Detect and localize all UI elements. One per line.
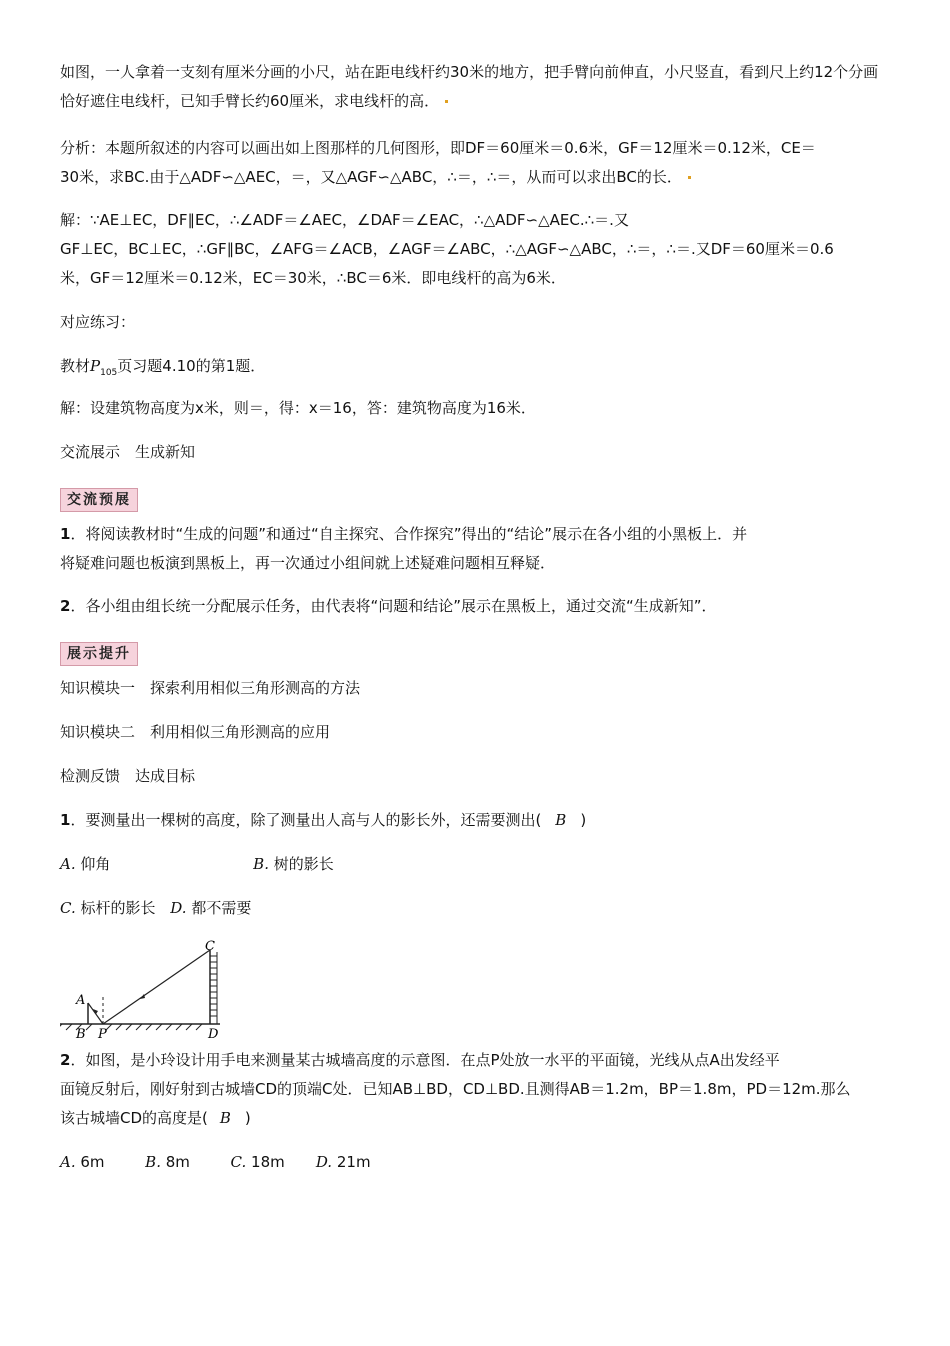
- ref-prefix: 教材: [60, 357, 91, 375]
- option-d-text: 21m: [336, 1153, 371, 1171]
- question-2-close: ): [244, 1109, 251, 1127]
- ref-suffix: 页习题4.10的第1题．: [117, 357, 266, 375]
- exchange-heading-text: 交流展示 生成新知: [60, 443, 196, 461]
- solution-line-3: 米，GF＝12厘米＝0.12米，EC＝30米，∴BC＝6米．即电线杆的高为6米．: [60, 269, 566, 287]
- question-1-options-row-2: [60, 894, 895, 923]
- practice-answer-text: 解：设建筑物高度为x米，则＝，得：x＝16，答：建筑物高度为16米．: [60, 399, 536, 417]
- option-a-letter: A.: [60, 855, 76, 873]
- analysis-line-2: 30米，求BC.由于△ADF∽△AEC，＝，又△AGF∽△ABC，∴＝，∴＝，从而可以求出BC的长．: [60, 168, 682, 186]
- option-d-letter: D.: [315, 1153, 333, 1171]
- exchange-item-1-line-1: ．将阅读教材时“生成的问题”和通过“自主探究、合作探究”得出的“结论”展示在各小组的小黑板上．并: [70, 525, 748, 543]
- mark-dot: [445, 100, 448, 103]
- mirror-measurement-figure: [60, 940, 230, 1040]
- option-c-text: 标杆的影长: [80, 899, 156, 917]
- solution-line-2: GF⊥EC，BC⊥EC，∴GF∥BC，∠AFG＝∠ACB，∠AGF＝∠ABC，∴△AGF∽△ABC，∴＝，∴＝.又DF＝60厘米＝0.6: [60, 240, 834, 258]
- label-a: A: [76, 993, 86, 1008]
- label-c: C: [205, 940, 215, 954]
- question-number: 1: [60, 811, 71, 829]
- check-heading: [60, 762, 895, 791]
- label-p: P: [98, 1027, 107, 1040]
- question-2: [60, 1046, 895, 1133]
- question-1-answer: B: [555, 811, 567, 829]
- item-number: 1: [60, 525, 71, 543]
- ref-p: P: [90, 357, 101, 375]
- question-2-line-1: ．如图，是小玲设计用手电来测量某古城墙高度的示意图．在点P处放一水平的平面镜，光线从点A出发经平: [70, 1051, 780, 1069]
- option-b-letter: B.: [253, 855, 269, 873]
- exchange-item-1-line-2: 将疑难问题也板演到黑板上，再一次通过小组间就上述疑难问题相互释疑．: [60, 554, 556, 572]
- question-1: [60, 806, 895, 835]
- option-a-text: 6m: [80, 1153, 105, 1171]
- option-c-letter: C.: [230, 1153, 247, 1171]
- question-2-options: [60, 1148, 895, 1177]
- option-a-text: 仰角: [80, 855, 111, 873]
- check-heading-text: 检测反馈 达成目标: [60, 767, 196, 785]
- option-d-letter: D.: [170, 899, 187, 917]
- module-1-text: 知识模块一 探索利用相似三角形测高的方法: [60, 679, 361, 697]
- option-c-letter: C.: [60, 899, 76, 917]
- practice-reference: [60, 352, 895, 388]
- exchange-item-2-text: ．各小组由组长统一分配展示任务，由代表将“问题和结论”展示在黑板上，通过交流“生成新知”．: [70, 597, 717, 615]
- question-2-answer: B: [219, 1109, 231, 1127]
- item-number: 2: [60, 597, 71, 615]
- option-a-letter: A.: [60, 1153, 76, 1171]
- question-1-close: ): [580, 811, 587, 829]
- ray-ap: [88, 1003, 103, 1024]
- question-1-options-row-1: [60, 850, 895, 879]
- option-b-text: 8m: [165, 1153, 190, 1171]
- show-badge: 展示提升: [60, 642, 138, 666]
- example-analysis: [60, 134, 895, 192]
- question-1-text: ．要测量出一棵树的高度，除了测量出人高与人的影长外，还需要测出(: [70, 811, 542, 829]
- option-c-text: 18m: [251, 1153, 285, 1171]
- label-b: B: [76, 1027, 86, 1040]
- module-1: [60, 674, 895, 703]
- option-b-letter: B.: [145, 1153, 161, 1171]
- question-number: 2: [60, 1051, 71, 1069]
- example-problem-text: 如图，一人拿着一支刻有厘米分画的小尺，站在距电线杆约30米的地方，把手臂向前伸直，小尺竖直，看到尺上约12个分画恰好遮住电线杆，已知手臂长约60厘米，求电线杆的高．: [60, 63, 879, 110]
- exchange-badge: 交流预展: [60, 488, 138, 512]
- question-2-line-2: 面镜反射后，刚好射到古城墙CD的顶端C处．已知AB⊥BD，CD⊥BD.且测得AB＝1.2m，BP＝1.8m，PD＝12m.那么: [60, 1080, 851, 1098]
- wall-hatching: [210, 952, 217, 1024]
- example-problem: [60, 58, 895, 116]
- analysis-line-1: 分析：本题所叙述的内容可以画出如上图那样的几何图形，即DF＝60厘米＝0.6米，GF＝12厘米＝0.12米，CE＝: [60, 139, 816, 157]
- question-2-line-3: 该古城墙CD的高度是(: [60, 1109, 208, 1127]
- practice-heading-text: 对应练习：: [60, 313, 136, 331]
- practice-answer: [60, 394, 895, 423]
- practice-heading: [60, 308, 895, 337]
- module-2-text: 知识模块二 利用相似三角形测高的应用: [60, 723, 331, 741]
- exchange-heading: [60, 438, 895, 467]
- exchange-item-2: [60, 592, 895, 621]
- option-d-text: 都不需要: [191, 899, 252, 917]
- ray-pc: [103, 950, 210, 1024]
- option-b-text: 树的影长: [273, 855, 334, 873]
- module-2: [60, 718, 895, 747]
- ref-page: 105: [100, 368, 118, 378]
- label-d: D: [208, 1027, 219, 1040]
- mark-dot: [688, 176, 691, 179]
- solution-line-1: 解：∵AE⊥EC，DF∥EC，∴∠ADF＝∠AEC，∠DAF＝∠EAC，∴△ADF∽△AEC.∴＝.又: [60, 211, 629, 229]
- exchange-item-1: [60, 520, 895, 578]
- example-solution: [60, 206, 895, 293]
